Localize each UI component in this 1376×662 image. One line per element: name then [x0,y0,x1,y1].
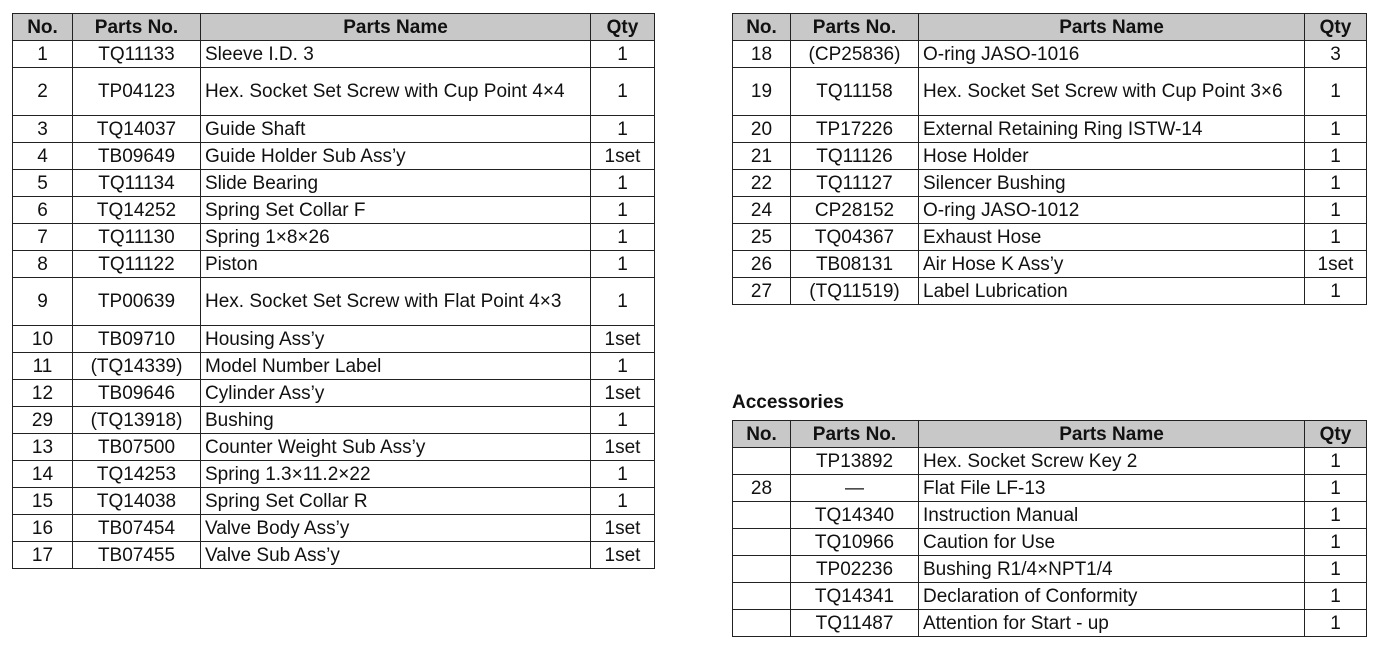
cell-parts-name: Declaration of Conformity [919,583,1305,610]
cell-parts-no: TQ14037 [73,116,201,143]
header-parts-no: Parts No. [73,14,201,41]
cell-parts-no: TB08131 [791,251,919,278]
cell-qty: 1 [591,278,655,326]
cell-parts-name: Valve Body Ass’y [201,515,591,542]
cell-parts-name: Spring 1.3×11.2×22 [201,461,591,488]
cell-parts-name: Valve Sub Ass’y [201,542,591,569]
cell-qty: 1 [591,461,655,488]
cell-no: 9 [13,278,73,326]
cell-parts-no: TQ11122 [73,251,201,278]
cell-parts-no: TQ04367 [791,224,919,251]
cell-qty: 1 [591,224,655,251]
cell-no: 19 [733,68,791,116]
table-row [13,197,655,224]
cell-parts-name: External Retaining Ring ISTW-14 [919,116,1305,143]
cell-qty: 1 [591,488,655,515]
cell-qty: 1set [591,434,655,461]
cell-qty: 1 [591,407,655,434]
cell-parts-no: TB09649 [73,143,201,170]
table-row [733,41,1367,68]
cell-parts-name: Piston [201,251,591,278]
table-row [733,224,1367,251]
table-row [733,251,1367,278]
cell-no: 27 [733,278,791,305]
accessories-heading: Accessories [732,392,844,413]
cell-no: 3 [13,116,73,143]
cell-no: 22 [733,170,791,197]
cell-parts-no: TQ14253 [73,461,201,488]
table-row [13,542,655,569]
cell-qty: 1 [1305,529,1367,556]
header-qty: Qty [1305,14,1367,41]
table-row [13,116,655,143]
cell-parts-name: Silencer Bushing [919,170,1305,197]
parts-table-right-body [733,41,1367,305]
cell-qty: 1 [1305,448,1367,475]
cell-parts-no: TQ14252 [73,197,201,224]
cell-qty: 3 [1305,41,1367,68]
parts-table-right [732,13,1367,305]
cell-parts-no: — [791,475,919,502]
header-parts-no: Parts No. [791,14,919,41]
cell-no: 26 [733,251,791,278]
table-header-row [13,14,655,41]
cell-no: 28 [733,475,791,502]
cell-parts-name: Hex. Socket Set Screw with Flat Point 4×3 [201,278,591,326]
cell-no: 6 [13,197,73,224]
cell-parts-name: Slide Bearing [201,170,591,197]
cell-no [733,610,791,637]
cell-parts-name: Instruction Manual [919,502,1305,529]
cell-qty: 1 [1305,556,1367,583]
table-row [13,434,655,461]
cell-no: 5 [13,170,73,197]
cell-qty: 1 [1305,502,1367,529]
cell-no: 11 [13,353,73,380]
cell-qty: 1 [1305,68,1367,116]
cell-parts-name: Hose Holder [919,143,1305,170]
cell-parts-name: Caution for Use [919,529,1305,556]
cell-no: 20 [733,116,791,143]
table-row [13,143,655,170]
cell-parts-name: Spring 1×8×26 [201,224,591,251]
table-row [13,41,655,68]
cell-parts-name: Bushing R1/4×NPT1/4 [919,556,1305,583]
parts-table-left [12,13,655,569]
cell-parts-name: Guide Holder Sub Ass’y [201,143,591,170]
cell-no [733,502,791,529]
cell-parts-no: TQ10966 [791,529,919,556]
cell-parts-name: Model Number Label [201,353,591,380]
table-row [13,488,655,515]
table-row [733,170,1367,197]
table-row [733,197,1367,224]
header-no: No. [733,421,791,448]
cell-parts-no: (TQ11519) [791,278,919,305]
header-qty: Qty [1305,421,1367,448]
cell-qty: 1 [1305,610,1367,637]
table-row [13,68,655,116]
cell-parts-no: TB09710 [73,326,201,353]
cell-no: 4 [13,143,73,170]
cell-qty: 1set [591,326,655,353]
table-row [13,278,655,326]
cell-parts-no: TQ11487 [791,610,919,637]
cell-qty: 1set [1305,251,1367,278]
table-row [733,529,1367,556]
cell-parts-no: (CP25836) [791,41,919,68]
cell-parts-no: TB07454 [73,515,201,542]
table-row [733,278,1367,305]
cell-parts-no: TP00639 [73,278,201,326]
cell-parts-name: Attention for Start - up [919,610,1305,637]
cell-parts-no: CP28152 [791,197,919,224]
cell-qty: 1 [1305,116,1367,143]
cell-parts-no: TP04123 [73,68,201,116]
header-parts-name: Parts Name [201,14,591,41]
table-row [13,407,655,434]
cell-parts-no: TP13892 [791,448,919,475]
cell-no: 1 [13,41,73,68]
cell-qty: 1 [591,353,655,380]
cell-no: 2 [13,68,73,116]
table-row [733,116,1367,143]
cell-parts-name: Guide Shaft [201,116,591,143]
table-row [733,610,1367,637]
cell-no: 25 [733,224,791,251]
accessories-table [732,420,1367,637]
cell-parts-name: Hex. Socket Screw Key 2 [919,448,1305,475]
cell-parts-no: TQ11126 [791,143,919,170]
table-row [13,326,655,353]
cell-parts-no: TQ11158 [791,68,919,116]
table-row [13,380,655,407]
cell-parts-no: (TQ14339) [73,353,201,380]
cell-parts-name: Sleeve I.D. 3 [201,41,591,68]
cell-parts-name: Hex. Socket Set Screw with Cup Point 3×6 [919,68,1305,116]
cell-parts-name: Hex. Socket Set Screw with Cup Point 4×4 [201,68,591,116]
header-parts-name: Parts Name [919,14,1305,41]
cell-no: 16 [13,515,73,542]
cell-no: 12 [13,380,73,407]
cell-parts-no: TQ14340 [791,502,919,529]
table-row [13,170,655,197]
cell-qty: 1 [1305,475,1367,502]
cell-parts-name: Label Lubrication [919,278,1305,305]
header-no: No. [13,14,73,41]
table-row [733,143,1367,170]
cell-qty: 1 [591,197,655,224]
header-parts-name: Parts Name [919,421,1305,448]
cell-no: 18 [733,41,791,68]
cell-parts-no: TQ11134 [73,170,201,197]
parts-table-left-body [13,41,655,569]
cell-parts-no: TQ14341 [791,583,919,610]
cell-parts-no: TB07500 [73,434,201,461]
table-row [733,502,1367,529]
cell-no [733,583,791,610]
cell-parts-name: Flat File LF-13 [919,475,1305,502]
cell-qty: 1set [591,380,655,407]
cell-no: 14 [13,461,73,488]
cell-qty: 1set [591,542,655,569]
cell-no: 15 [13,488,73,515]
cell-no: 29 [13,407,73,434]
cell-qty: 1 [591,41,655,68]
cell-no: 8 [13,251,73,278]
table-row [13,353,655,380]
cell-no: 10 [13,326,73,353]
table-row [13,251,655,278]
cell-qty: 1 [591,68,655,116]
cell-parts-name: O-ring JASO-1012 [919,197,1305,224]
cell-qty: 1set [591,143,655,170]
cell-no: 17 [13,542,73,569]
cell-qty: 1 [1305,224,1367,251]
cell-parts-name: Cylinder Ass’y [201,380,591,407]
cell-parts-name: Air Hose K Ass’y [919,251,1305,278]
table-row [733,556,1367,583]
cell-no [733,556,791,583]
cell-parts-no: TP02236 [791,556,919,583]
table-row [13,461,655,488]
cell-no: 7 [13,224,73,251]
cell-qty: 1 [1305,583,1367,610]
cell-no: 13 [13,434,73,461]
cell-qty: 1 [1305,278,1367,305]
table-row [733,475,1367,502]
cell-no: 24 [733,197,791,224]
cell-parts-no: TQ14038 [73,488,201,515]
cell-parts-name: Bushing [201,407,591,434]
header-qty: Qty [591,14,655,41]
table-row [733,448,1367,475]
cell-no [733,529,791,556]
cell-qty: 1 [1305,143,1367,170]
table-row [13,515,655,542]
cell-parts-name: Housing Ass’y [201,326,591,353]
table-row [733,583,1367,610]
cell-qty: 1set [591,515,655,542]
cell-no: 21 [733,143,791,170]
cell-parts-no: TQ11133 [73,41,201,68]
accessories-table-body [733,448,1367,637]
cell-qty: 1 [1305,170,1367,197]
cell-parts-name: Exhaust Hose [919,224,1305,251]
table-header-row [733,421,1367,448]
header-no: No. [733,14,791,41]
cell-parts-name: Spring Set Collar F [201,197,591,224]
table-header-row [733,14,1367,41]
header-parts-no: Parts No. [791,421,919,448]
cell-qty: 1 [591,116,655,143]
cell-qty: 1 [591,251,655,278]
cell-qty: 1 [1305,197,1367,224]
cell-parts-name: Spring Set Collar R [201,488,591,515]
cell-parts-name: O-ring JASO-1016 [919,41,1305,68]
cell-parts-no: (TQ13918) [73,407,201,434]
cell-qty: 1 [591,170,655,197]
cell-parts-no: TP17226 [791,116,919,143]
cell-parts-no: TQ11127 [791,170,919,197]
table-row [733,68,1367,116]
table-row [13,224,655,251]
cell-parts-name: Counter Weight Sub Ass’y [201,434,591,461]
cell-no [733,448,791,475]
cell-parts-no: TQ11130 [73,224,201,251]
cell-parts-no: TB07455 [73,542,201,569]
cell-parts-no: TB09646 [73,380,201,407]
